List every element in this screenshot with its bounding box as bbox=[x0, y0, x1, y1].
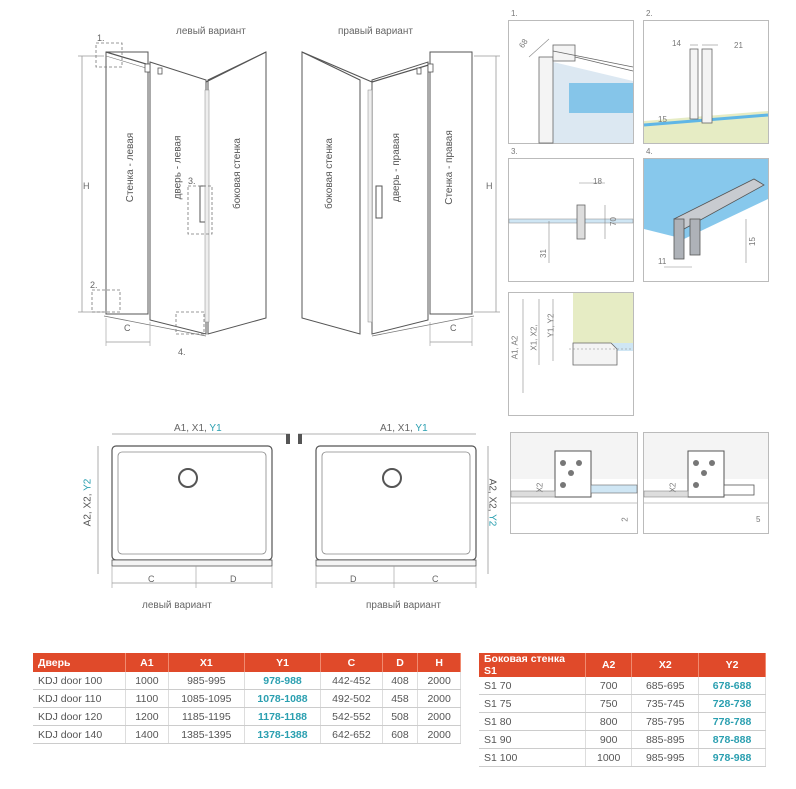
detail-2-dim-21: 21 bbox=[734, 41, 743, 50]
door-table-cell: 1085-1095 bbox=[168, 690, 244, 708]
door-table-cell: 2000 bbox=[418, 672, 461, 690]
side-table-cell: S1 80 bbox=[479, 713, 586, 731]
door-table-cell: 1178-1188 bbox=[244, 708, 320, 726]
height-label-right: H bbox=[486, 181, 493, 191]
door-table-cell: 985-995 bbox=[168, 672, 244, 690]
door-table-cell: 1000 bbox=[126, 672, 169, 690]
detail-5-y1y2: Y1, Y2 bbox=[546, 313, 556, 338]
detail-7-dim-5: 5 bbox=[756, 515, 761, 524]
door-table-cell: 2000 bbox=[418, 690, 461, 708]
side-table-cell: 785-795 bbox=[632, 713, 699, 731]
callout-3: 3. bbox=[188, 176, 196, 186]
detail-3-dim-18: 18 bbox=[593, 177, 602, 186]
side-table-cell: 885-895 bbox=[632, 731, 699, 749]
detail-4-dim-15: 15 bbox=[747, 237, 757, 246]
door-table-cell: 1078-1088 bbox=[244, 690, 320, 708]
side-table-cell: 728-738 bbox=[699, 695, 766, 713]
side-col-header: Боковая стенка S1 bbox=[479, 653, 586, 677]
door-right-label: дверь - правая bbox=[390, 133, 402, 202]
side-table-cell: 735-745 bbox=[632, 695, 699, 713]
side-wall-left-label: боковая стенка bbox=[232, 137, 244, 210]
side-table-row bbox=[479, 731, 766, 749]
side-table-cell: S1 75 bbox=[479, 695, 586, 713]
detail-1-number: 1. bbox=[511, 9, 518, 18]
detail-2-number: 2. bbox=[646, 9, 653, 18]
detail-6-x2: X2 bbox=[535, 482, 545, 493]
side-table-cell: 900 bbox=[586, 731, 632, 749]
side-table-cell: 1000 bbox=[586, 749, 632, 767]
door-table-row bbox=[33, 726, 461, 744]
door-table-cell: 492-502 bbox=[321, 690, 383, 708]
side-wall-right-label: боковая стенка bbox=[324, 137, 336, 210]
plan-left-width-label bbox=[174, 423, 222, 434]
door-table-cell: 1200 bbox=[126, 708, 169, 726]
plan-right-d: D bbox=[350, 574, 357, 584]
plan-left-width-black: A1, X1, bbox=[174, 423, 207, 434]
plan-right-depth-teal: Y2 bbox=[486, 514, 498, 527]
side-table-cell: 985-995 bbox=[632, 749, 699, 767]
detail-5-a1a2: A1, A2 bbox=[510, 335, 520, 360]
detail-4-number: 4. bbox=[646, 147, 653, 156]
door-table-cell: KDJ door 120 bbox=[33, 708, 126, 726]
side-table-row bbox=[479, 713, 766, 731]
detail-3-dim-70: 70 bbox=[608, 217, 618, 226]
side-table-cell: 700 bbox=[586, 677, 632, 695]
callout-4: 4. bbox=[178, 347, 186, 357]
plan-right-c: C bbox=[432, 574, 439, 584]
plan-right-width-label bbox=[380, 423, 428, 434]
door-col-y1: Y1 bbox=[244, 653, 320, 672]
plan-left-c: C bbox=[148, 574, 155, 584]
side-table-cell: 800 bbox=[586, 713, 632, 731]
side-table-cell: S1 100 bbox=[479, 749, 586, 767]
side-col-a2: A2 bbox=[586, 653, 632, 677]
door-table-cell: 642-652 bbox=[321, 726, 383, 744]
door-table-cell: 408 bbox=[382, 672, 418, 690]
door-table-cell: 458 bbox=[382, 690, 418, 708]
detail-3-number: 3. bbox=[511, 147, 518, 156]
door-table-row bbox=[33, 708, 461, 726]
door-table-cell: 2000 bbox=[418, 708, 461, 726]
plan-right-width-teal: Y1 bbox=[415, 423, 428, 434]
side-col-y2: Y2 bbox=[699, 653, 766, 677]
door-table-cell: 1378-1388 bbox=[244, 726, 320, 744]
c-label-left: C bbox=[124, 323, 131, 333]
door-table-cell: 978-988 bbox=[244, 672, 320, 690]
detail-2-dim-15: 15 bbox=[658, 115, 667, 124]
side-table-cell: 878-888 bbox=[699, 731, 766, 749]
door-table-cell: KDJ door 100 bbox=[33, 672, 126, 690]
door-table-header bbox=[33, 653, 461, 672]
door-col-header: Дверь bbox=[33, 653, 126, 672]
side-col-x2: X2 bbox=[632, 653, 699, 677]
plan-left-width-teal: Y1 bbox=[209, 423, 222, 434]
side-table-cell: 750 bbox=[586, 695, 632, 713]
plan-right-width-black: A1, X1, bbox=[380, 423, 413, 434]
side-table-cell: S1 70 bbox=[479, 677, 586, 695]
detail-7-x2: X2 bbox=[668, 482, 678, 493]
door-table-cell: 508 bbox=[382, 708, 418, 726]
side-table-cell: 778-788 bbox=[699, 713, 766, 731]
detail-5-x1x2: X1, X2, bbox=[529, 324, 539, 351]
plan-left-d: D bbox=[230, 574, 237, 584]
plan-left-depth-teal: Y2 bbox=[82, 478, 94, 491]
plan-left-depth-black: A2, X2, bbox=[82, 493, 94, 527]
detail-1-dim-68: 68 bbox=[517, 37, 530, 50]
right-variant-title: правый вариант bbox=[338, 26, 413, 37]
door-col-h: H bbox=[418, 653, 461, 672]
door-table-row bbox=[33, 690, 461, 708]
callout-2: 2. bbox=[90, 280, 98, 290]
c-label-right: C bbox=[450, 323, 457, 333]
detail-6-dim-2: 2 bbox=[620, 517, 630, 522]
detail-2-dim-14: 14 bbox=[672, 39, 681, 48]
door-table-cell: KDJ door 140 bbox=[33, 726, 126, 744]
wall-right-label: Стенка - правая bbox=[443, 130, 455, 205]
plan-left-depth-label bbox=[82, 479, 93, 527]
callout-1: 1. bbox=[97, 33, 105, 43]
height-label-left: H bbox=[83, 181, 90, 191]
side-table-cell: 678-688 bbox=[699, 677, 766, 695]
door-table-cell: 1400 bbox=[126, 726, 169, 744]
side-table-cell: 978-988 bbox=[699, 749, 766, 767]
side-wall-table bbox=[479, 653, 766, 767]
side-table-header bbox=[479, 653, 766, 677]
wall-left-label: Стенка - левая bbox=[125, 132, 137, 203]
door-table-cell: 1385-1395 bbox=[168, 726, 244, 744]
door-table-cell: 442-452 bbox=[321, 672, 383, 690]
plan-right-depth-label bbox=[486, 479, 497, 527]
door-table-cell: 608 bbox=[382, 726, 418, 744]
side-table-row bbox=[479, 677, 766, 695]
left-variant-title: левый вариант bbox=[176, 26, 246, 37]
door-col-d: D bbox=[382, 653, 418, 672]
door-table-row bbox=[33, 672, 461, 690]
plan-right-caption: правый вариант bbox=[366, 600, 441, 611]
door-table-cell: KDJ door 110 bbox=[33, 690, 126, 708]
door-table-cell: 1100 bbox=[126, 690, 169, 708]
side-table-cell: S1 90 bbox=[479, 731, 586, 749]
door-col-c: C bbox=[321, 653, 383, 672]
door-table-cell: 2000 bbox=[418, 726, 461, 744]
door-table bbox=[33, 653, 461, 744]
door-left-label: дверь - левая bbox=[172, 135, 184, 200]
side-table-row bbox=[479, 749, 766, 767]
detail-3-dim-31: 31 bbox=[538, 249, 548, 258]
side-table-cell: 685-695 bbox=[632, 677, 699, 695]
detail-4-dim-11: 11 bbox=[658, 257, 667, 266]
door-col-x1: X1 bbox=[168, 653, 244, 672]
side-table-row bbox=[479, 695, 766, 713]
door-col-a1: A1 bbox=[126, 653, 169, 672]
plan-right-depth-black: A2, X2, bbox=[486, 478, 498, 512]
plan-left-caption: левый вариант bbox=[142, 600, 212, 611]
door-table-cell: 542-552 bbox=[321, 708, 383, 726]
door-table-cell: 1185-1195 bbox=[168, 708, 244, 726]
